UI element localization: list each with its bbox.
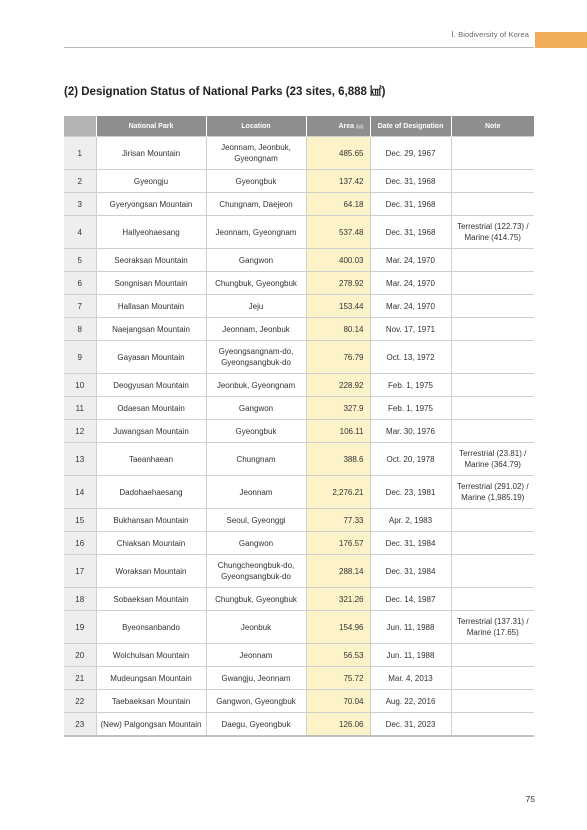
location-cell: Jeonnam, Gyeongnam bbox=[206, 216, 306, 249]
area-cell: 327.9 bbox=[306, 397, 370, 420]
row-number-cell: 10 bbox=[64, 374, 96, 397]
row-number-cell: 11 bbox=[64, 397, 96, 420]
designation-date-cell: Dec. 29, 1967 bbox=[370, 137, 451, 170]
note-cell bbox=[451, 397, 534, 420]
location-cell: Gyeongsangnam-do, Gyeongsangbuk-do bbox=[206, 341, 306, 374]
table-row bbox=[64, 170, 534, 193]
row-number-cell: 8 bbox=[64, 318, 96, 341]
designation-date-cell: Oct. 20, 1978 bbox=[370, 443, 451, 476]
area-cell: 154.96 bbox=[306, 611, 370, 644]
location-cell: Gangwon bbox=[206, 397, 306, 420]
page-number: 75 bbox=[525, 794, 535, 804]
table-row bbox=[64, 341, 534, 374]
park-name-cell: Chiaksan Mountain bbox=[96, 532, 206, 555]
location-cell: Seoul, Gyeonggi bbox=[206, 509, 306, 532]
note-cell bbox=[451, 420, 534, 443]
area-cell: 56.53 bbox=[306, 644, 370, 667]
note-cell bbox=[451, 713, 534, 737]
area-cell: 70.04 bbox=[306, 690, 370, 713]
park-name-cell: (New) Palgongsan Mountain bbox=[96, 713, 206, 737]
row-number-cell: 19 bbox=[64, 611, 96, 644]
row-number-cell: 6 bbox=[64, 272, 96, 295]
designation-date-cell: Dec. 31, 1968 bbox=[370, 216, 451, 249]
park-name-cell: Odaesan Mountain bbox=[96, 397, 206, 420]
note-cell bbox=[451, 532, 534, 555]
table-row bbox=[64, 532, 534, 555]
table-row bbox=[64, 137, 534, 170]
location-cell: Gangwon bbox=[206, 532, 306, 555]
park-name-cell: Byeonsanbando bbox=[96, 611, 206, 644]
table-row bbox=[64, 374, 534, 397]
area-header-label: Area bbox=[338, 122, 355, 130]
location-cell: Jeonbuk bbox=[206, 611, 306, 644]
row-number-cell: 22 bbox=[64, 690, 96, 713]
row-number-cell: 23 bbox=[64, 713, 96, 737]
column-header-number bbox=[64, 116, 96, 137]
park-name-cell: Mudeungsan Mountain bbox=[96, 667, 206, 690]
table-row bbox=[64, 644, 534, 667]
area-cell: 77.33 bbox=[306, 509, 370, 532]
table-row bbox=[64, 555, 534, 588]
table-row bbox=[64, 249, 534, 272]
area-cell: 126.06 bbox=[306, 713, 370, 737]
park-name-cell: Naejangsan Mountain bbox=[96, 318, 206, 341]
location-cell: Jeonnam, Jeonbuk, Gyeongnam bbox=[206, 137, 306, 170]
designation-date-cell: Aug. 22, 2016 bbox=[370, 690, 451, 713]
park-name-cell: Seoraksan Mountain bbox=[96, 249, 206, 272]
park-name-cell: Gayasan Mountain bbox=[96, 341, 206, 374]
row-number-cell: 12 bbox=[64, 420, 96, 443]
designation-date-cell: Dec. 31, 1984 bbox=[370, 555, 451, 588]
park-name-cell: Taebaeksan Mountain bbox=[96, 690, 206, 713]
park-name-cell: Deogyusan Mountain bbox=[96, 374, 206, 397]
note-cell: Terrestrial (291.02) / Marine (1,985.19) bbox=[451, 476, 534, 509]
row-number-cell: 13 bbox=[64, 443, 96, 476]
location-cell: Chungbuk, Gyeongbuk bbox=[206, 588, 306, 611]
park-name-cell: Wolchulsan Mountain bbox=[96, 644, 206, 667]
location-cell: Gangwon, Gyeongbuk bbox=[206, 690, 306, 713]
row-number-cell: 16 bbox=[64, 532, 96, 555]
note-cell bbox=[451, 193, 534, 216]
note-cell bbox=[451, 509, 534, 532]
table-row bbox=[64, 509, 534, 532]
park-name-cell: Jirisan Mountain bbox=[96, 137, 206, 170]
column-header-area bbox=[306, 116, 370, 137]
park-name-cell: Gyeongju bbox=[96, 170, 206, 193]
location-cell: Chungcheongbuk-do, Gyeongsangbuk-do bbox=[206, 555, 306, 588]
location-cell: Daegu, Gyeongbuk bbox=[206, 713, 306, 737]
area-cell: 388.6 bbox=[306, 443, 370, 476]
designation-date-cell: Nov. 17, 1971 bbox=[370, 318, 451, 341]
area-cell: 278.92 bbox=[306, 272, 370, 295]
area-cell: 137.42 bbox=[306, 170, 370, 193]
chapter-label: Ⅰ. Biodiversity of Korea bbox=[451, 30, 529, 39]
national-parks-table bbox=[64, 116, 534, 737]
park-name-cell: Songnisan Mountain bbox=[96, 272, 206, 295]
designation-date-cell: Dec. 31, 2023 bbox=[370, 713, 451, 737]
location-cell: Chungbuk, Gyeongbuk bbox=[206, 272, 306, 295]
park-name-cell: Dadohaehaesang bbox=[96, 476, 206, 509]
area-cell: 400.03 bbox=[306, 249, 370, 272]
chapter-tab-marker bbox=[535, 32, 587, 48]
column-header-date: Date of Designation bbox=[370, 116, 451, 137]
row-number-cell: 7 bbox=[64, 295, 96, 318]
area-cell: 485.65 bbox=[306, 137, 370, 170]
row-number-cell: 20 bbox=[64, 644, 96, 667]
park-name-cell: Woraksan Mountain bbox=[96, 555, 206, 588]
note-cell: Terrestrial (122.73) / Marine (414.75) bbox=[451, 216, 534, 249]
table-row bbox=[64, 318, 534, 341]
note-cell bbox=[451, 272, 534, 295]
designation-date-cell: Mar. 24, 1970 bbox=[370, 295, 451, 318]
designation-date-cell: Oct. 13, 1972 bbox=[370, 341, 451, 374]
park-name-cell: Sobaeksan Mountain bbox=[96, 588, 206, 611]
note-cell bbox=[451, 341, 534, 374]
park-name-cell: Hallyeohaesang bbox=[96, 216, 206, 249]
note-cell bbox=[451, 249, 534, 272]
column-header-location: Location bbox=[206, 116, 306, 137]
designation-date-cell: Dec. 31, 1968 bbox=[370, 170, 451, 193]
note-cell bbox=[451, 318, 534, 341]
table-body bbox=[64, 137, 534, 737]
row-number-cell: 9 bbox=[64, 341, 96, 374]
area-cell: 2,276.21 bbox=[306, 476, 370, 509]
location-cell: Gyeongbuk bbox=[206, 420, 306, 443]
location-cell: Jeonbuk, Gyeongnam bbox=[206, 374, 306, 397]
area-cell: 176.57 bbox=[306, 532, 370, 555]
table-row bbox=[64, 272, 534, 295]
designation-date-cell: Jun. 11, 1988 bbox=[370, 611, 451, 644]
row-number-cell: 17 bbox=[64, 555, 96, 588]
table-row bbox=[64, 397, 534, 420]
note-cell bbox=[451, 295, 534, 318]
area-unit-label: (㎢) bbox=[356, 123, 364, 129]
note-cell: Terrestrial (137.31) / Marine (17.65) bbox=[451, 611, 534, 644]
table-row bbox=[64, 193, 534, 216]
designation-date-cell: Mar. 24, 1970 bbox=[370, 272, 451, 295]
designation-date-cell: Mar. 24, 1970 bbox=[370, 249, 451, 272]
area-cell: 153.44 bbox=[306, 295, 370, 318]
row-number-cell: 3 bbox=[64, 193, 96, 216]
location-cell: Chungnam bbox=[206, 443, 306, 476]
area-cell: 80.14 bbox=[306, 318, 370, 341]
area-cell: 288.14 bbox=[306, 555, 370, 588]
park-name-cell: Hallasan Mountain bbox=[96, 295, 206, 318]
table-row bbox=[64, 588, 534, 611]
designation-date-cell: Mar. 30, 1976 bbox=[370, 420, 451, 443]
area-cell: 64.18 bbox=[306, 193, 370, 216]
designation-date-cell: Dec. 23, 1981 bbox=[370, 476, 451, 509]
area-cell: 228.92 bbox=[306, 374, 370, 397]
location-cell: Gangwon bbox=[206, 249, 306, 272]
designation-date-cell: Apr. 2, 1983 bbox=[370, 509, 451, 532]
table-row bbox=[64, 216, 534, 249]
location-cell: Jeonnam, Jeonbuk bbox=[206, 318, 306, 341]
area-cell: 76.79 bbox=[306, 341, 370, 374]
table-row bbox=[64, 713, 534, 737]
area-cell: 321.26 bbox=[306, 588, 370, 611]
designation-date-cell: Feb. 1, 1975 bbox=[370, 397, 451, 420]
table-row bbox=[64, 295, 534, 318]
row-number-cell: 5 bbox=[64, 249, 96, 272]
area-cell: 537.48 bbox=[306, 216, 370, 249]
note-cell: Terrestrial (23.81) / Marine (364.79) bbox=[451, 443, 534, 476]
designation-date-cell: Dec. 14, 1987 bbox=[370, 588, 451, 611]
note-cell bbox=[451, 588, 534, 611]
park-name-cell: Juwangsan Mountain bbox=[96, 420, 206, 443]
table-row bbox=[64, 420, 534, 443]
designation-date-cell: Feb. 1, 1975 bbox=[370, 374, 451, 397]
park-name-cell: Gyeryongsan Mountain bbox=[96, 193, 206, 216]
location-cell: Jeonnam bbox=[206, 644, 306, 667]
note-cell bbox=[451, 137, 534, 170]
table-row bbox=[64, 476, 534, 509]
section-title: (2) Designation Status of National Parks (23 sites, 6,888 ㎢) bbox=[64, 86, 386, 98]
location-cell: Gwangju, Jeonnam bbox=[206, 667, 306, 690]
designation-date-cell: Mar. 4, 2013 bbox=[370, 667, 451, 690]
row-number-cell: 18 bbox=[64, 588, 96, 611]
note-cell bbox=[451, 170, 534, 193]
table-row bbox=[64, 611, 534, 644]
note-cell bbox=[451, 374, 534, 397]
column-header-national-park: National Park bbox=[96, 116, 206, 137]
designation-date-cell: Dec. 31, 1984 bbox=[370, 532, 451, 555]
row-number-cell: 4 bbox=[64, 216, 96, 249]
location-cell: Jeonnam bbox=[206, 476, 306, 509]
designation-date-cell: Jun. 11, 1988 bbox=[370, 644, 451, 667]
location-cell: Gyeongbuk bbox=[206, 170, 306, 193]
note-cell bbox=[451, 667, 534, 690]
row-number-cell: 21 bbox=[64, 667, 96, 690]
area-cell: 106.11 bbox=[306, 420, 370, 443]
row-number-cell: 14 bbox=[64, 476, 96, 509]
note-cell bbox=[451, 555, 534, 588]
header-divider bbox=[64, 47, 534, 48]
row-number-cell: 2 bbox=[64, 170, 96, 193]
location-cell: Jeju bbox=[206, 295, 306, 318]
column-header-note: Note bbox=[451, 116, 534, 137]
table-row bbox=[64, 667, 534, 690]
designation-date-cell: Dec. 31, 1968 bbox=[370, 193, 451, 216]
area-cell: 75.72 bbox=[306, 667, 370, 690]
row-number-cell: 1 bbox=[64, 137, 96, 170]
park-name-cell: Taeanhaean bbox=[96, 443, 206, 476]
row-number-cell: 15 bbox=[64, 509, 96, 532]
park-name-cell: Bukhansan Mountain bbox=[96, 509, 206, 532]
note-cell bbox=[451, 644, 534, 667]
table-row bbox=[64, 690, 534, 713]
table-header-row bbox=[64, 116, 534, 137]
note-cell bbox=[451, 690, 534, 713]
table-row bbox=[64, 443, 534, 476]
location-cell: Chungnam, Daejeon bbox=[206, 193, 306, 216]
